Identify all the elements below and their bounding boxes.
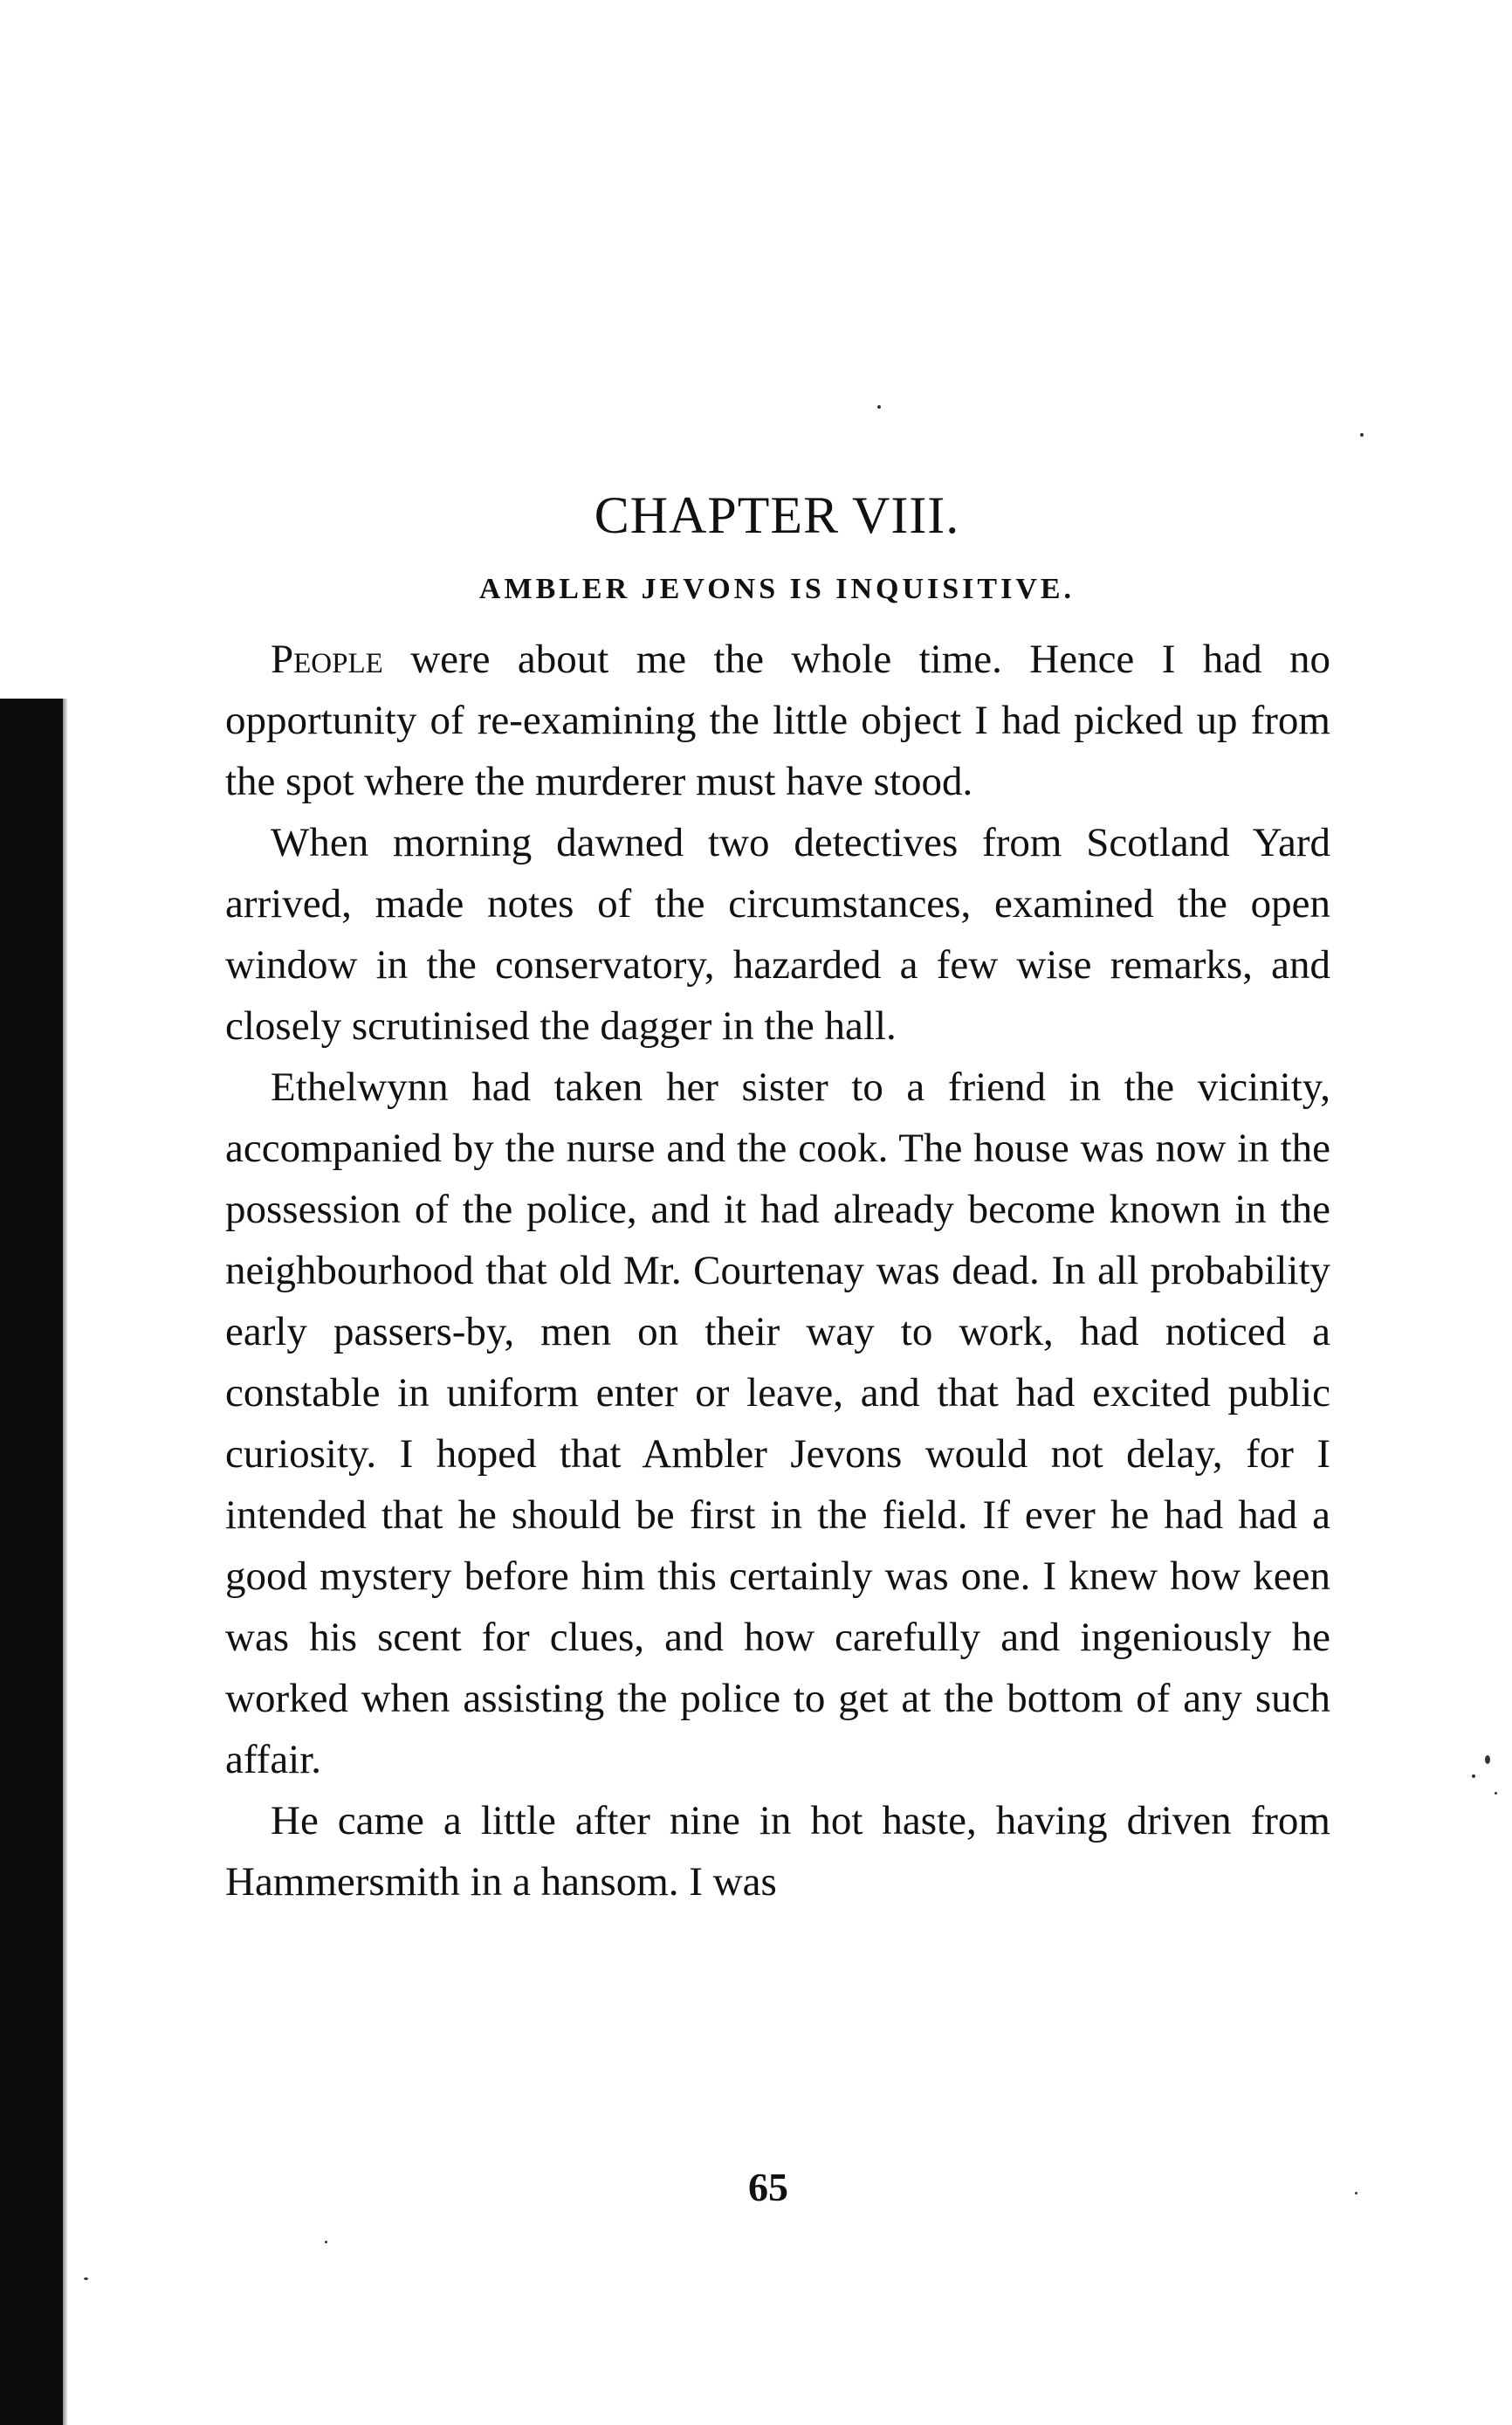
paragraph-text: were about me the whole time. Hence I had no opportunity of re-examining the little object I had picked up from the spot where the murderer must have stood. <box>225 637 1330 804</box>
chapter-subtitle: AMBLER JEVONS IS INQUISITIVE. <box>478 573 1076 605</box>
chapter-title: CHAPTER VIII. <box>594 486 960 544</box>
paper-speck <box>877 405 881 409</box>
paper-speck <box>1355 2192 1357 2194</box>
binding-edge <box>0 699 63 2425</box>
paragraph-lead: People <box>271 637 383 682</box>
page-number: 65 <box>748 2165 788 2209</box>
body-text <box>225 629 1330 1912</box>
paper-speck <box>84 2277 88 2280</box>
paper-speck <box>1360 433 1364 437</box>
paper-speck <box>1495 1792 1497 1795</box>
paragraph: Ethelwynn had taken her sister to a friend in the vicinity, accompanied by the nurse and the cook. The house was now in the possession of the police, and it had already become known in the neighbourhood that old Mr. Courtenay was dead. In all probability early passers-by, men on their way to work, had noticed a constable in uniform enter or leave, and that had excited public curiosity. I hoped that Ambler Jevons would not delay, for I intended that he should be first in the field. If ever he had had a good mystery before him this certainly was one. I knew how keen was his scent for clues, and how carefully and ingeniously he worked when assisting the police to get at the bottom of any such affair. <box>225 1064 1330 1782</box>
paper-speck <box>1485 1755 1490 1764</box>
paragraph: He came a little after nine in hot haste, having driven from Hammersmith in a hansom. I was <box>225 1798 1330 1905</box>
paper-speck <box>325 2241 327 2243</box>
paragraph <box>225 629 1330 812</box>
paragraph: When morning dawned two detectives from Scotland Yard arrived, made notes of the circumstances, examined the open window in the conservatory, hazarded a few wise remarks, and closely scrutinised the dagger in the hall. <box>225 820 1330 1049</box>
paper-speck <box>1472 1774 1475 1778</box>
